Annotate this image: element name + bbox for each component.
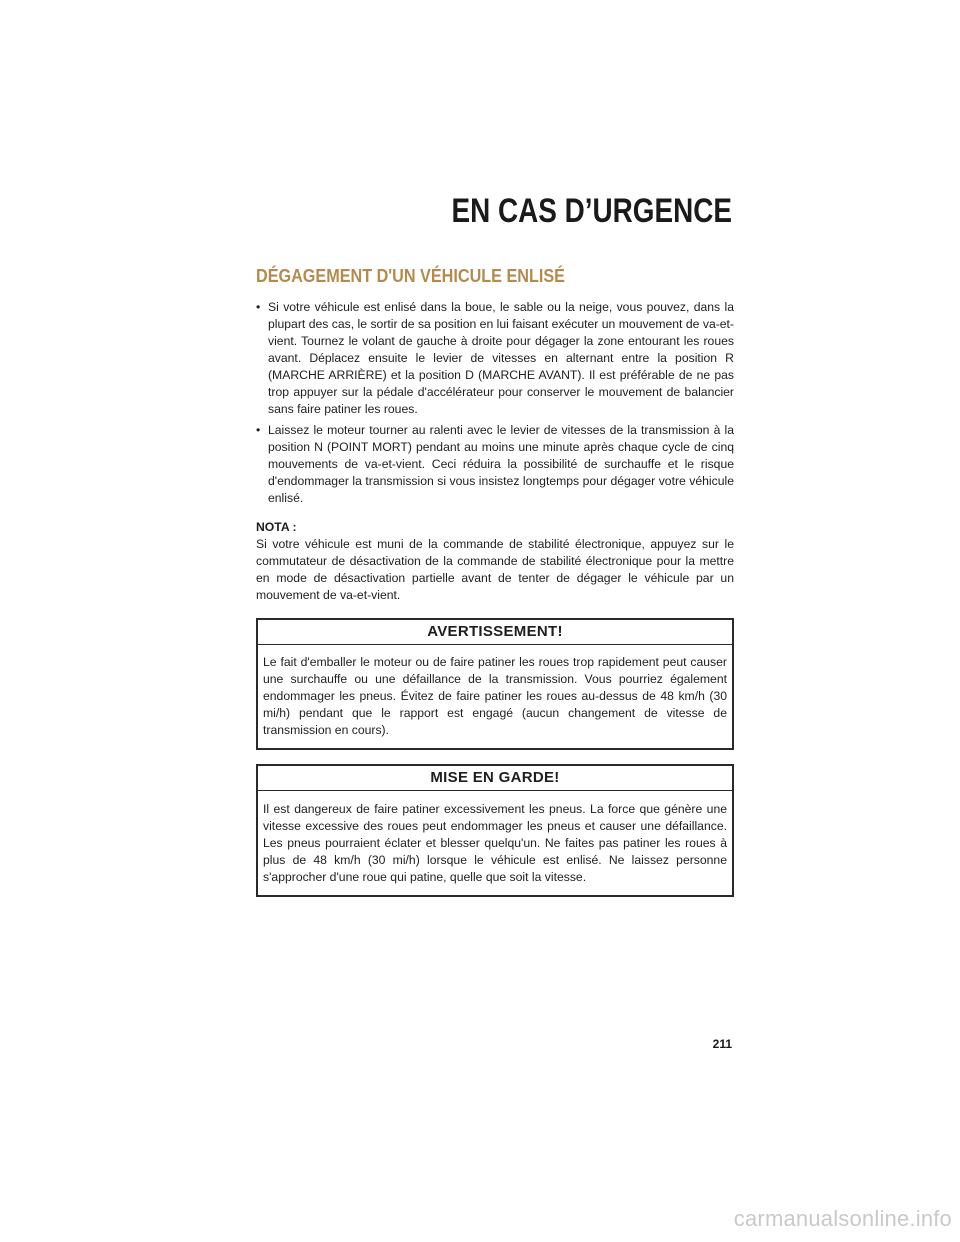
caution-box [256,764,734,897]
bullet-text: Si votre véhicule est enlisé dans la boue, le sable ou la neige, vous pouvez, dans la plupart des cas, le sortir de sa position en lui faisant exécuter un mouvement de va-et-vient. Tournez le volant de gauche à droite pour dégager la zone entourant les roues avant. Déplacez ensuite le levier de vitesses en alternant entre la position R (MARCHE ARRIÈRE) et la position D (MARCHE AVANT). Il est préférable de ne pas trop appuyer sur la pédale d'accélérateur pour conserver le mouvement de balancier sans faire patiner les roues. [268,300,734,416]
caution-title: MISE EN GARDE! [258,766,732,791]
section-title: DÉGAGEMENT D'UN VÉHICULE ENLISÉ [256,266,565,286]
warning-title: AVERTISSEMENT! [258,620,732,645]
warning-text: Le fait d'emballer le moteur ou de faire patiner les roues trop rapidement peut causer une surchauffe ou une défaillance de la transmission. Vous pourriez également endommager les pneus. Évitez de faire patiner les roues au-dessus de 48 km/h (30 mi/h) pendant que le rapport est engagé (aucun changement de vitesse de transmission en cours). [263,655,727,737]
note-text: Si votre véhicule est muni de la commande de stabilité électronique, appuyez sur le commutateur de désactivation de la commande de stabilité électronique pour la mettre en mode de désactivation partielle avant de tenter de dégager le véhicule par un mouvement de va-et-vient. [256,537,734,602]
chapter-title: EN CAS D’URGENCE [451,192,732,230]
page-number: 211 [712,1037,732,1051]
list-item [256,299,734,418]
bullet-list [256,299,734,507]
bullet-text: Laissez le moteur tourner au ralenti avec le levier de vitesses de la transmission à la position N (POINT MORT) pendant au moins une minute après chaque cycle de cinq mouvements de va-et-vient. Ceci réduira la possibilité de surchauffe et le risque d'endommager la transmission si vous insistez longtemps pour dégager votre véhicule enlisé. [268,423,734,505]
warning-box [256,618,734,750]
note-label: NOTA : [256,520,297,534]
bullet-icon: • [256,423,261,437]
bullet-icon: • [256,300,261,314]
caution-text: Il est dangereux de faire patiner excessivement les pneus. La force que génère une vitesse excessive des roues peut endommager les pneus et causer une défaillance. Les pneus pourraient éclater et blesser quelqu'un. Ne faites pas patiner les roues à plus de 48 km/h (30 mi/h) lorsque le véhicule est enlisé. Ne laissez personne s'approcher d'une roue qui patine, quelle que soit la vitesse. [263,802,727,884]
watermark-link[interactable]: carmanualsonline.info [733,1206,952,1231]
list-item [256,422,734,507]
page-content [256,266,734,897]
